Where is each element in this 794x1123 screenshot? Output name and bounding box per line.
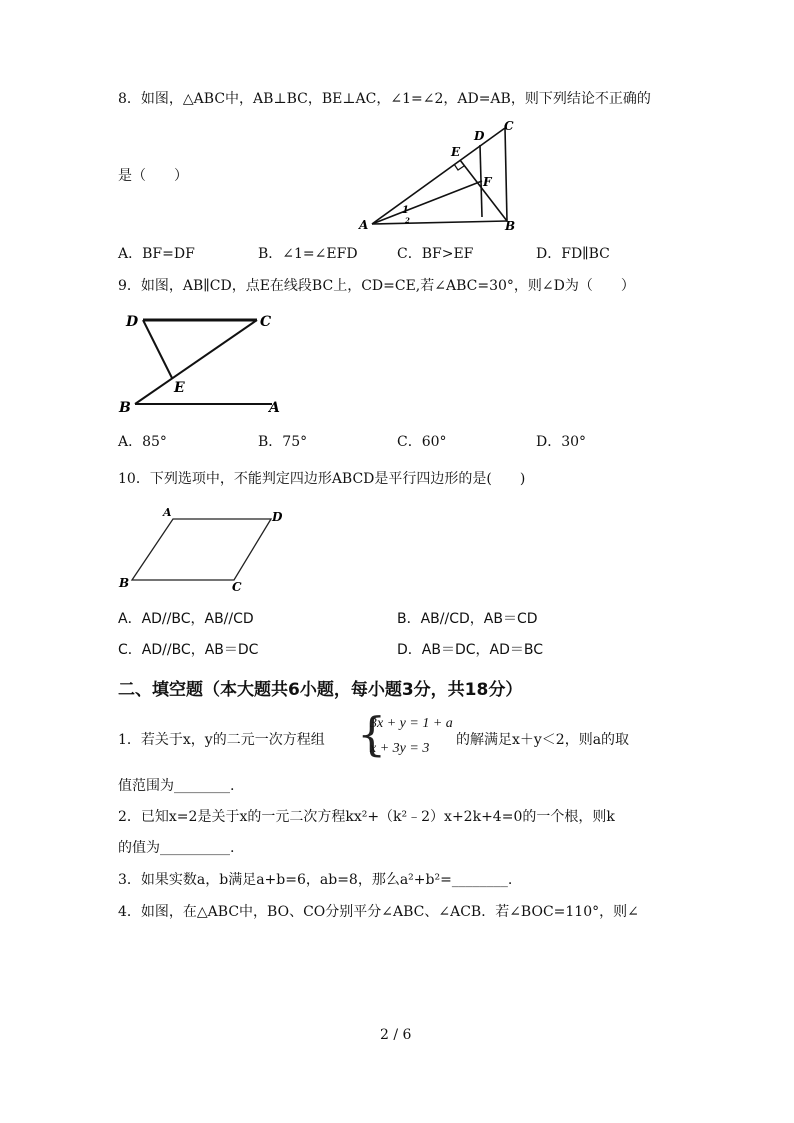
q8-line-BC bbox=[505, 128, 507, 221]
q9-figure bbox=[115, 308, 295, 418]
q9-label-A: A bbox=[269, 400, 280, 416]
q8-line-AF bbox=[372, 181, 482, 224]
q8-label-2: 2 bbox=[405, 216, 410, 225]
q8-label-F: F bbox=[483, 175, 492, 189]
q9-stem: 9．如图，AB∥CD，点E在线段BC上，CD=CE,若∠ABC=30°，则∠D为（ ） bbox=[118, 278, 635, 294]
q10-option-c[interactable]: C．AD//BC，AB＝DC bbox=[118, 642, 259, 658]
q8-line-EB bbox=[460, 160, 507, 221]
q9-line-BC bbox=[135, 320, 257, 404]
q8-label-1: 1 bbox=[402, 205, 409, 216]
fill-q2-line2: 的值为__________. bbox=[118, 840, 235, 856]
q8-label-C: C bbox=[504, 119, 514, 133]
q8-option-b[interactable]: B．∠1=∠EFD bbox=[258, 246, 358, 262]
page-number: 2 / 6 bbox=[380, 1027, 412, 1043]
q10-option-a[interactable]: A．AD//BC，AB//CD bbox=[118, 611, 254, 627]
q10-label-C: C bbox=[232, 580, 242, 593]
fill-q1-line2: 值范围为________. bbox=[118, 778, 235, 794]
q10-parallelogram bbox=[132, 519, 271, 580]
q9-option-d[interactable]: D．30° bbox=[536, 434, 587, 450]
q9-label-B: B bbox=[119, 400, 131, 416]
fill-q1-brace: { bbox=[357, 707, 387, 761]
q9-line-DE bbox=[143, 320, 172, 378]
q9-label-C: C bbox=[260, 314, 272, 330]
q10-stem: 10．下列选项中，不能判定四边形ABCD是平行四边形的是( ) bbox=[118, 471, 526, 487]
q8-option-d[interactable]: D．FD∥BC bbox=[536, 246, 610, 262]
section2-heading: 二、填空题（本大题共6小题，每小题3分，共18分） bbox=[118, 680, 523, 700]
fill-q2-line1: 2．已知x=2是关于x的一元二次方程kx²+（k²﹣2）x+2k+4=0的一个根，则k bbox=[118, 809, 615, 825]
q10-figure bbox=[115, 503, 295, 593]
q8-figure bbox=[350, 115, 525, 235]
q8-right-angle-mark bbox=[454, 164, 464, 170]
q10-option-b[interactable]: B．AB//CD，AB＝CD bbox=[397, 611, 538, 627]
q8-stem-line1: 8．如图，△ABC中，AB⊥BC，BE⊥AC，∠1=∠2，AD=AB，则下列结论不正确的 bbox=[118, 91, 651, 107]
q8-label-E: E bbox=[451, 145, 461, 159]
fill-q1-eq2: x + 3y = 3 bbox=[370, 741, 430, 756]
q8-label-B: B bbox=[505, 219, 516, 233]
fill-q1-prefix: 1．若关于x，y的二元一次方程组 bbox=[118, 732, 325, 748]
q8-stem-line2: 是（ ） bbox=[118, 168, 188, 184]
q8-label-A: A bbox=[359, 218, 369, 232]
q10-label-A: A bbox=[163, 506, 172, 519]
fill-q1-eq1: 3x + y = 1 + a bbox=[370, 716, 453, 731]
q9-label-D: D bbox=[126, 314, 139, 330]
q8-line-AB bbox=[372, 221, 507, 224]
q8-line-DF bbox=[480, 145, 482, 217]
q8-label-D: D bbox=[474, 129, 485, 143]
q9-option-b[interactable]: B．75° bbox=[258, 434, 308, 450]
q10-label-B: B bbox=[119, 576, 130, 590]
fill-q1-suffix: 的解满足x＋y＜2，则a的取 bbox=[456, 732, 630, 748]
q8-option-c[interactable]: C．BF>EF bbox=[397, 246, 474, 262]
fill-q3: 3．如果实数a，b满足a+b=6，ab=8，那么a²+b²=________. bbox=[118, 872, 513, 888]
q9-label-E: E bbox=[174, 380, 185, 396]
q10-label-D: D bbox=[272, 510, 283, 524]
q9-option-a[interactable]: A．85° bbox=[118, 434, 167, 450]
fill-q4: 4．如图，在△ABC中，BO、CO分别平分∠ABC、∠ACB．若∠BOC=110°，则∠ bbox=[118, 904, 639, 920]
q10-option-d[interactable]: D．AB＝DC，AD＝BC bbox=[397, 642, 544, 658]
q9-option-c[interactable]: C．60° bbox=[397, 434, 447, 450]
q8-option-a[interactable]: A．BF=DF bbox=[118, 246, 195, 262]
